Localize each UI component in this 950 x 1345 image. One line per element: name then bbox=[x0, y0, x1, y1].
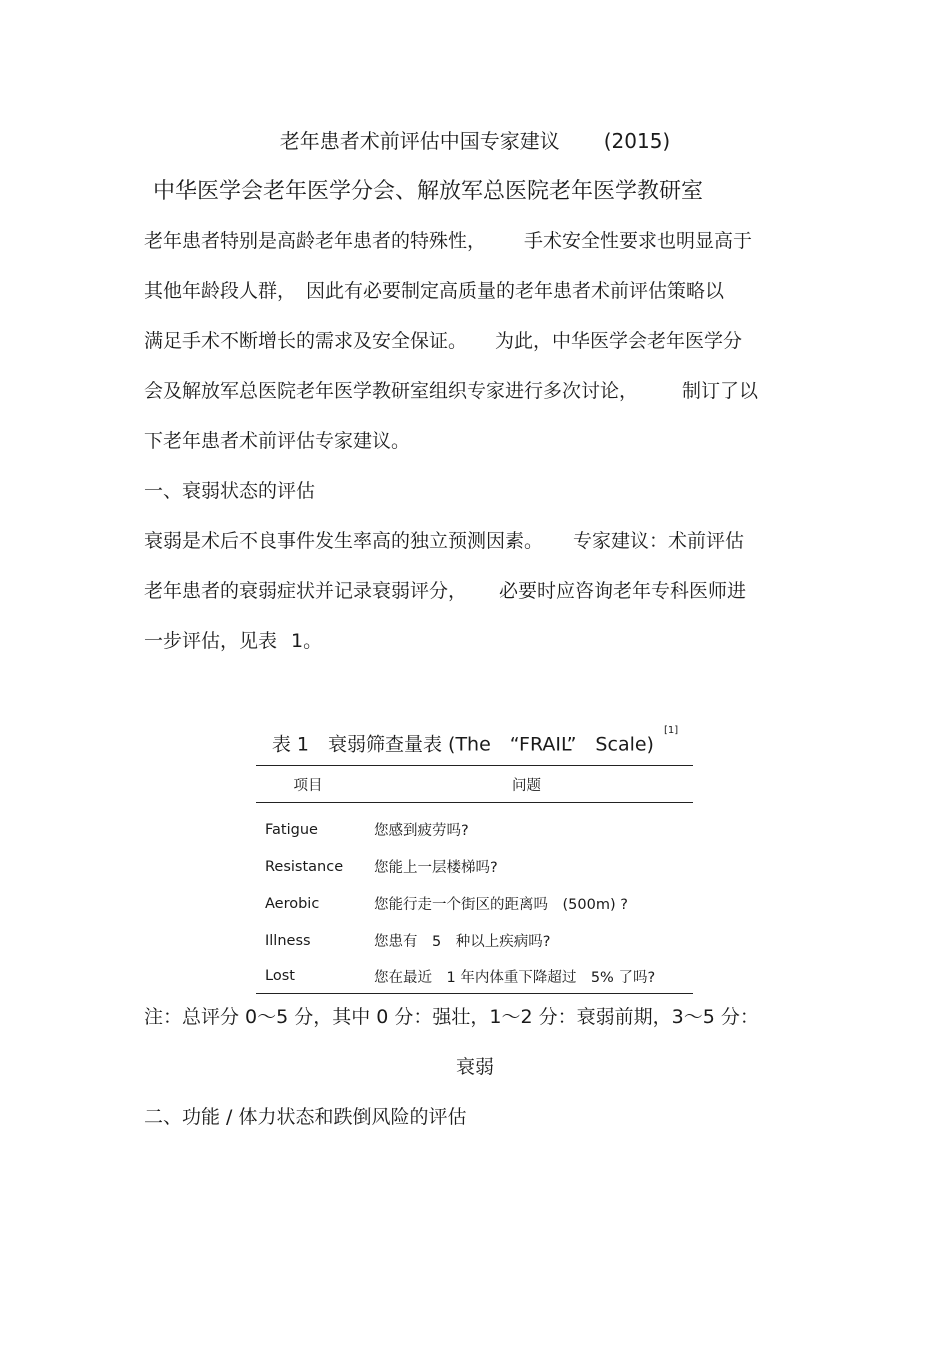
row-item: Resistance bbox=[265, 858, 344, 875]
intro-line: 满足手术不断增长的需求及安全保证。 为此，中华医学会老年医学分 bbox=[144, 330, 743, 352]
intro-line: 会及解放军总医院老年医学教研室组织专家进行多次讨论， 制订了以 bbox=[144, 380, 759, 402]
table-row bbox=[256, 922, 693, 959]
row-question: 您在最近 1 年内体重下降超过 5% 了吗? bbox=[360, 959, 693, 994]
table-row bbox=[256, 848, 693, 885]
title-main: 老年患者术前评估中国专家建议 bbox=[279, 129, 560, 153]
row-item: Fatigue bbox=[265, 821, 318, 838]
intro-line: 老年患者特别是高龄老年患者的特殊性， 手术安全性要求也明显高于 bbox=[144, 230, 753, 252]
frail-scale-table bbox=[256, 765, 693, 994]
section2-heading: 二、功能 / 体力状态和跌倒风险的评估 bbox=[144, 1106, 467, 1128]
section1-heading: 一、衰弱状态的评估 bbox=[144, 480, 316, 502]
document-subtitle: 中华医学会老年医学分会、解放军总医院老年医学教研室 bbox=[153, 179, 704, 204]
table-note-continuation: 衰弱 bbox=[455, 1056, 494, 1078]
section1-line: 老年患者的衰弱症状并记录衰弱评分， 必要时应咨询老年专科医师进 bbox=[144, 580, 747, 602]
title-year: (2015) bbox=[603, 129, 671, 153]
table-row bbox=[256, 803, 693, 849]
row-question: 您能行走一个街区的距离吗 (500m) ? bbox=[374, 897, 628, 913]
section1-line: 一步评估，见表 1。 bbox=[144, 630, 323, 652]
document-title bbox=[0, 126, 950, 156]
row-question: 您能上一层楼梯吗? bbox=[374, 860, 498, 876]
row-question: 您患有 5 种以上疾病吗? bbox=[374, 934, 551, 950]
column-header-question: 问题 bbox=[360, 766, 693, 803]
table-note: 注：总评分 0～5 分，其中 0 分：强壮，1～2 分：衰弱前期，3～5 分： bbox=[144, 1006, 759, 1028]
intro-line: 下老年患者术前评估专家建议。 bbox=[144, 430, 411, 452]
intro-line: 其他年龄段人群， 因此有必要制定高质量的老年患者术前评估策略以 bbox=[144, 280, 725, 302]
table-header-row bbox=[256, 766, 693, 803]
row-question: 您感到疲劳吗? bbox=[374, 823, 469, 839]
table-row bbox=[256, 885, 693, 922]
table-reference: [1] bbox=[663, 725, 679, 736]
column-header-item: 项目 bbox=[256, 766, 360, 803]
row-item: Lost bbox=[256, 959, 360, 994]
row-item: Aerobic bbox=[265, 895, 320, 912]
table-caption bbox=[0, 726, 950, 759]
table-caption-text: 表 1 衰弱筛查量表 (The “FRAIL” Scale) bbox=[271, 733, 654, 756]
row-item: Illness bbox=[265, 932, 311, 949]
table-row bbox=[256, 959, 693, 994]
section1-line: 衰弱是术后不良事件发生率高的独立预测因素。 专家建议：术前评估 bbox=[144, 530, 745, 552]
